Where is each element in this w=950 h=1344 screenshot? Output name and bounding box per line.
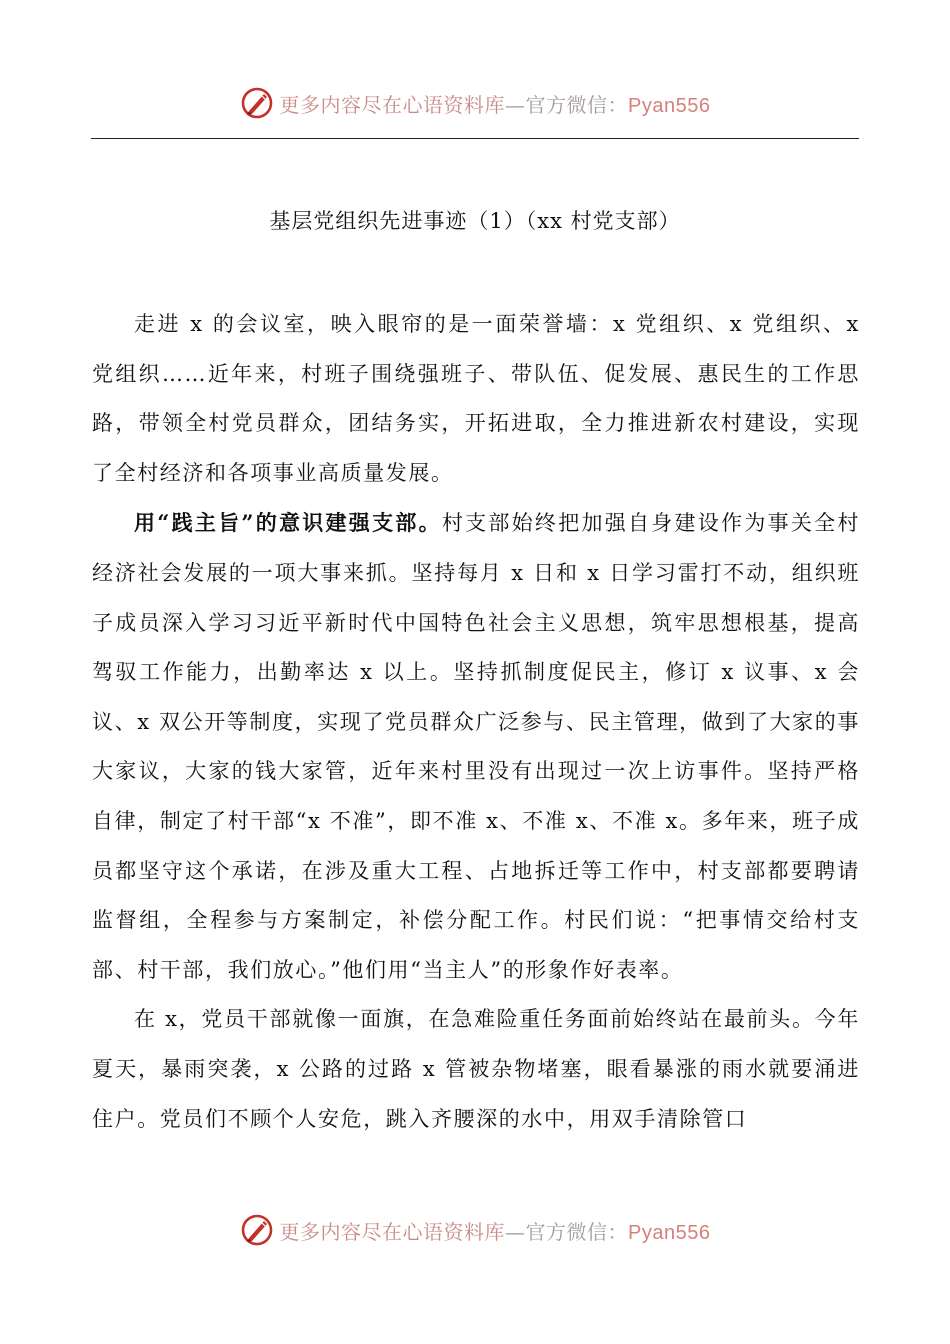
header-banner-text <box>280 89 711 118</box>
header-banner-dash: — <box>505 92 526 117</box>
paragraph-2 <box>92 498 860 995</box>
footer-banner-dash: — <box>505 1219 526 1244</box>
paragraph-2-lead: 用“践主旨”的意识建强支部。 <box>134 510 442 536</box>
document-body <box>92 300 860 1144</box>
footer-banner-contact: 官方微信： <box>525 1219 629 1244</box>
header-banner-main: 更多内容尽在心语资料库 <box>279 92 506 117</box>
footer-banner-text <box>280 1216 711 1245</box>
footer-banner <box>0 1210 950 1250</box>
paragraph-3-text: 在 x，党员干部就像一面旗，在急难险重任务面前始终站在最前头。今年夏天，暴雨突袭，x 公路的过路 x 管被杂物堵塞，眼看暴涨的雨水就要涌进住户。党员们不顾个人安危，跳入齐腰深的水中，用双手清除管口 <box>92 1007 860 1131</box>
document-title: 基层党组织先进事迹（1）（xx 村党支部） <box>269 209 681 233</box>
paragraph-1-text: 走进 x 的会议室，映入眼帘的是一面荣誉墙：x 党组织、x 党组织、x 党组织……近年来，村班子围绕强班子、带队伍、促发展、惠民生的工作思路，带领全村党员群众，团结务实，开拓进取，全力推进新农村建设，实现了全村经济和各项事业高质量发展。 <box>92 312 860 485</box>
header-banner-code: Pyan556 <box>628 94 711 117</box>
header-divider <box>91 138 859 139</box>
paragraph-1 <box>92 300 860 498</box>
footer-banner-main: 更多内容尽在心语资料库 <box>279 1219 506 1244</box>
header-banner <box>0 83 950 123</box>
header-banner-contact: 官方微信： <box>525 92 629 117</box>
footer-banner-code: Pyan556 <box>628 1221 711 1244</box>
paragraph-2-text: 村支部始终把加强自身建设作为事关全村经济社会发展的一项大事来抓。坚持每月 x 日和 x 日学习雷打不动，组织班子成员深入学习习近平新时代中国特色社会主义思想，筑牢思想根基，提高驾驭工作能力，出勤率达 x 以上。坚持抓制度促民主，修订 x 议事、x 会议、x 双公开等制度，实现了党员群众广泛参与、民主管理，做到了大家的事大家议，大家的钱大家管，近年来村里没有出现过一次上访事件。坚持严格自律，制定了村干部“x 不准”，即不准 x、不准 x、不准 x。多年来，班子成员都坚守这个承诺，在涉及重大工程、占地拆迁等工作中，村支部都要聘请监督组，全程参与方案制定，补偿分配工作。村民们说：“把事情交给村支部、村干部，我们放心。”他们用“当主人”的形象作好表率。 <box>92 511 860 982</box>
pen-logo-icon <box>240 1213 274 1247</box>
paragraph-3 <box>92 995 860 1144</box>
pen-logo-icon <box>240 86 274 120</box>
